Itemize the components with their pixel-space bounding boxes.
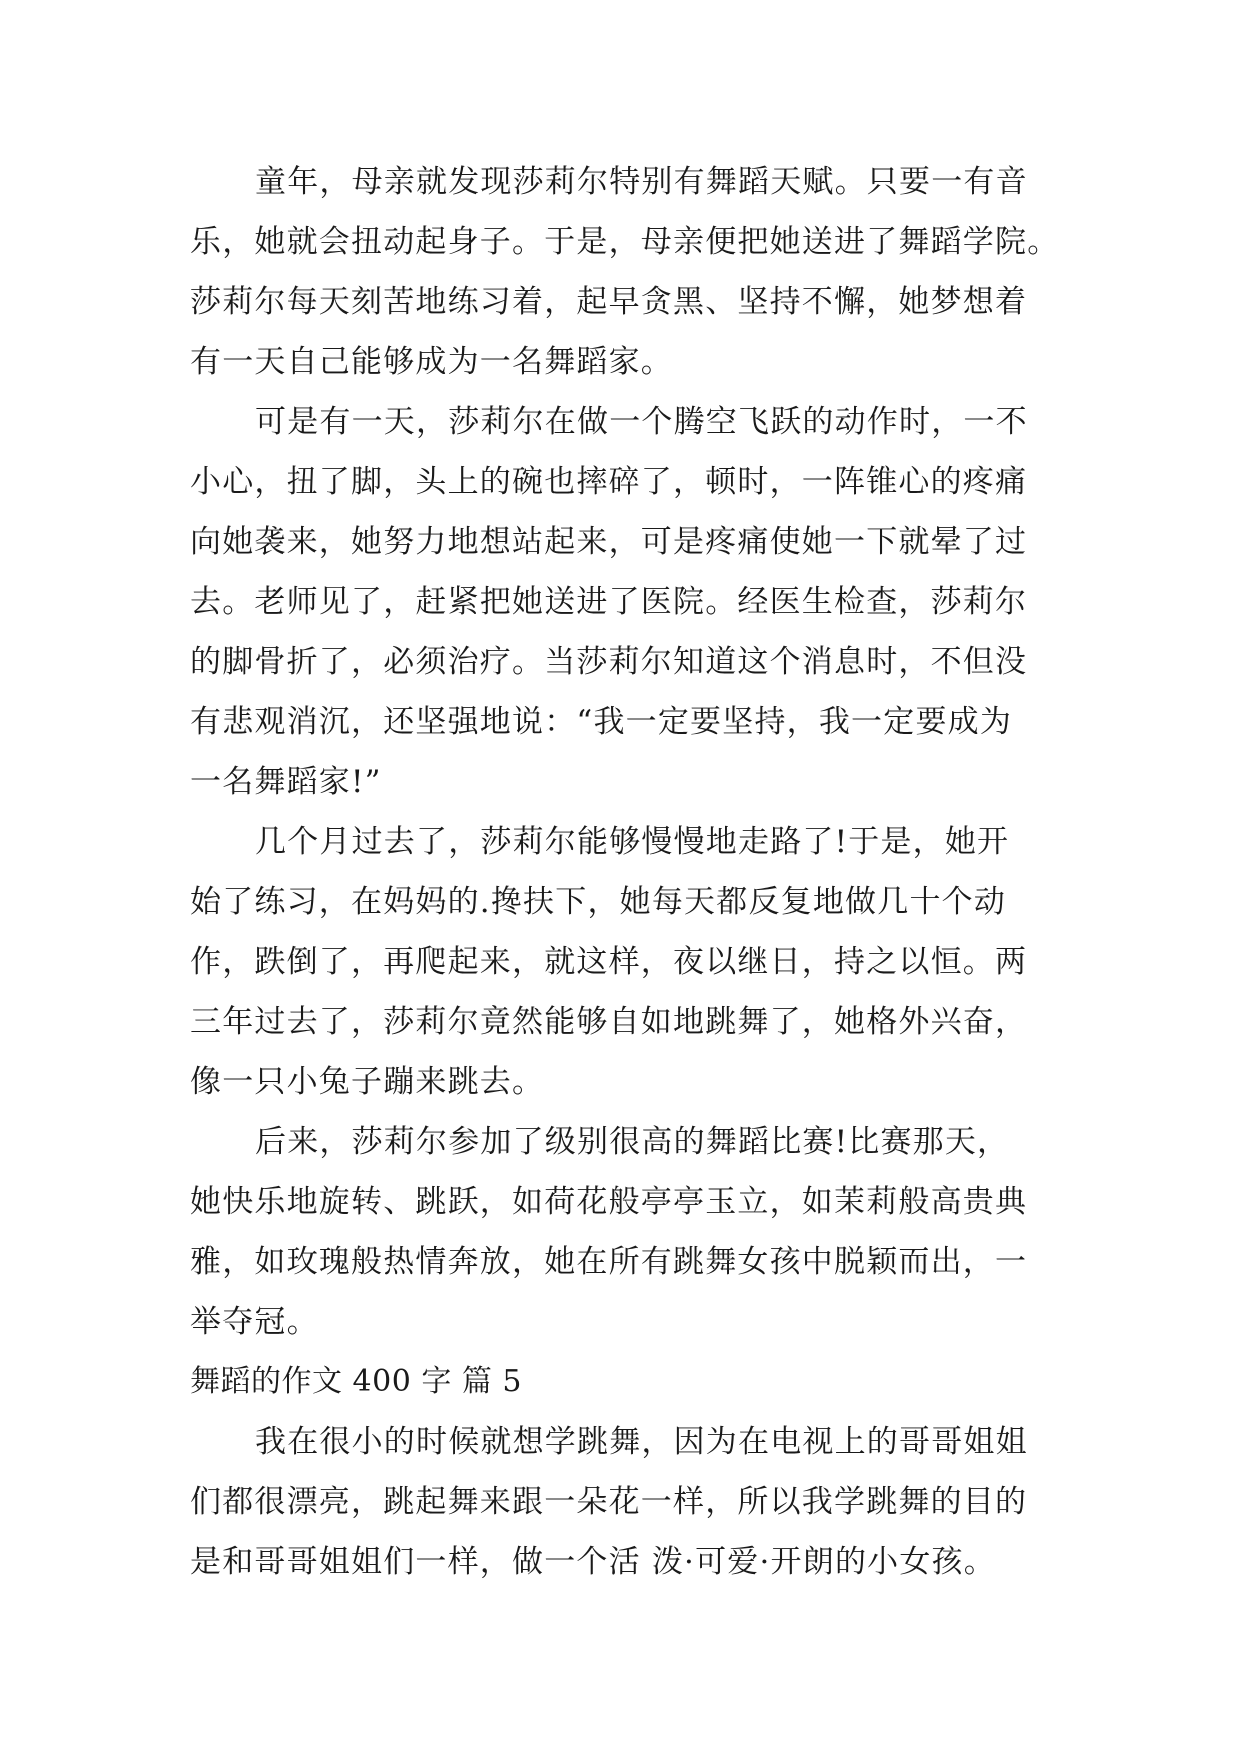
text-line: 雅，如玫瑰般热情奔放，她在所有跳舞女孩中脱颖而出，一: [190, 1244, 1028, 1280]
text-line: 小心，扭了脚，头上的碗也摔碎了，顿时，一阵锥心的疼痛: [190, 464, 1028, 500]
text-line: 作，跌倒了，再爬起来，就这样，夜以继日，持之以恒。两: [190, 944, 1028, 980]
text-line: 有一天自己能够成为一名舞蹈家。: [190, 344, 673, 380]
text-line: 的脚骨折了，必须治疗。当莎莉尔知道这个消息时，不但没: [190, 644, 1028, 680]
text-line: 乐，她就会扭动起身子。于是，母亲便把她送进了舞蹈学院。: [190, 224, 1060, 260]
section-heading: 舞蹈的作文 400 字 篇 5: [190, 1364, 522, 1399]
text-line: 她快乐地旋转、跳跃，如荷花般亭亭玉立，如茉莉般高贵典: [190, 1184, 1028, 1220]
text-line: 举夺冠。: [190, 1304, 319, 1340]
text-line: 始了练习，在妈妈的.搀扶下，她每天都反复地做几十个动: [190, 884, 1007, 920]
essay-body: [190, 152, 1070, 1592]
text-line: 三年过去了，莎莉尔竟然能够自如地跳舞了，她格外兴奋，: [190, 1004, 1028, 1040]
text-line: 去。老师见了，赶紧把她送进了医院。经医生检查，莎莉尔: [190, 584, 1028, 620]
text-line: 们都很漂亮，跳起舞来跟一朵花一样，所以我学跳舞的目的: [190, 1484, 1028, 1520]
text-line: 莎莉尔每天刻苦地练习着，起早贪黑、坚持不懈，她梦想着: [190, 284, 1028, 320]
text-line: 有悲观消沉，还坚强地说：“我一定要坚持，我一定要成为: [190, 704, 1013, 740]
text-line: 向她袭来，她努力地想站起来，可是疼痛使她一下就晕了过: [190, 524, 1028, 560]
text-line: 我在很小的时候就想学跳舞，因为在电视上的哥哥姐姐: [255, 1424, 1028, 1460]
text-line: 童年，母亲就发现莎莉尔特别有舞蹈天赋。只要一有音: [255, 164, 1028, 200]
text-line: 是和哥哥姐姐们一样，做一个活 泼·可爱·开朗的小女孩。: [190, 1544, 996, 1580]
text-line: 可是有一天，莎莉尔在做一个腾空飞跃的动作时，一不: [255, 404, 1028, 440]
text-line: 一名舞蹈家!”: [190, 764, 382, 800]
text-line: 几个月过去了，莎莉尔能够慢慢地走路了!于是，她开: [255, 824, 1010, 860]
text-line: 后来，莎莉尔参加了级别很高的舞蹈比赛!比赛那天，: [255, 1124, 1010, 1160]
text-line: 像一只小兔子蹦来跳去。: [190, 1064, 545, 1100]
